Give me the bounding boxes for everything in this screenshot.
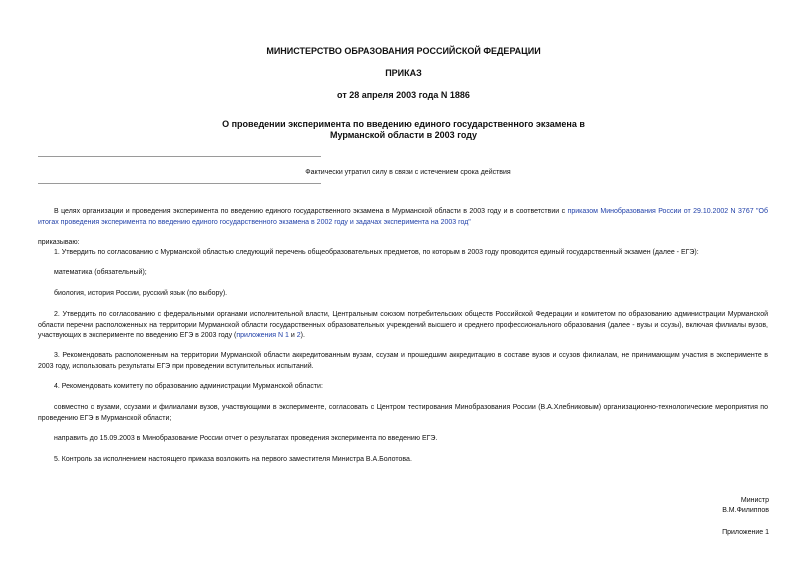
signature-name: В.М.Филиппов: [722, 507, 769, 514]
appendix-label: Приложение 1: [722, 529, 769, 536]
divider-top: [38, 156, 321, 157]
item-1-subject-math: математика (обязательный);: [54, 269, 147, 276]
item-4-coordination: совместно с вузами, ссузами и филиалами вузов, участвующими в эксперименте, согласовать с Центром тестирования Минобразования России (В.А.Хлебниковым) организационно-технологические мероприятия по проведению ЕГЭ в Мурманской области;: [38, 404, 768, 422]
doc-type-heading: ПРИКАЗ: [385, 68, 422, 78]
item-2: [38, 310, 768, 342]
item-2-end: ).: [300, 332, 305, 339]
item-4-report: направить до 15.09.2003 в Минобразование России отчет о результатах проведения эксперимента по введению ЕГЭ.: [54, 435, 438, 442]
item-1-subject-elective: биология, история России, русский язык (по выбору).: [54, 290, 228, 297]
item-2-text: 2. Утвердить по согласованию с федеральными органами исполнительной власти, Центральным союзом потребительских обществ Российской Федерации и комитетом по образованию администрации Мурманской области перечни расположенных на территории Мурманской области государственных образовательных учреждений высшего и среднего профессионального образования (далее - вузы и ссузы), включая филиалы вузов, участвующих в эксперименте по введению ЕГЭ в 2003 году (: [38, 311, 768, 339]
preamble-paragraph: [38, 207, 768, 228]
preamble-order-link[interactable]: приказом Минобразования России от 29.10.2002 N 3767 "Об итогах проведения эксперимента по введению единого государственного экзамена в 2002 году и задачах эксперимента на 2003 год": [38, 208, 768, 226]
item-1: 1. Утвердить по согласованию с Мурманской областью следующий перечень общеобразовательных предметов, по которым в 2003 году проводится единый государственный экзамен (далее - ЕГЭ):: [54, 249, 699, 256]
status-note: Фактически утратил силу в связи с истечением срока действия: [305, 169, 511, 176]
order-word: приказываю:: [38, 239, 80, 246]
item-2-and: и: [288, 332, 297, 339]
title-line-2: Мурманской области в 2003 году: [329, 130, 478, 140]
title-line-1: О проведении эксперимента по введению единого государственного экзамена в: [222, 119, 585, 129]
date-number-heading: от 28 апреля 2003 года N 1886: [337, 90, 470, 100]
divider-bottom: [38, 183, 321, 184]
ministry-heading: МИНИСТЕРСТВО ОБРАЗОВАНИЯ РОССИЙСКОЙ ФЕДЕРАЦИИ: [266, 46, 541, 56]
signature-position: Министр: [740, 497, 769, 504]
item-5: 5. Контроль за исполнением настоящего приказа возложить на первого заместителя Министра В.А.Болотова.: [54, 456, 412, 463]
item-4: 4. Рекомендовать комитету по образованию администрации Мурманской области:: [54, 383, 323, 390]
preamble-text: В целях организации и проведения эксперимента по введению единого государственного экзамена в Мурманской области в 2003 году и в соответствии с: [54, 208, 568, 215]
appendix-2-link[interactable]: 2: [296, 332, 301, 339]
item-3: 3. Рекомендовать расположенным на территории Мурманской области аккредитованным вузам, ссузам и прошедшим аккредитацию в составе вузов и ссузов филиалам, не принимающим участия в эксперименте в 2003 году, использовать результаты ЕГЭ при проведении вступительных испытаний.: [38, 352, 768, 370]
appendix-1-link[interactable]: приложения N 1: [236, 332, 289, 339]
